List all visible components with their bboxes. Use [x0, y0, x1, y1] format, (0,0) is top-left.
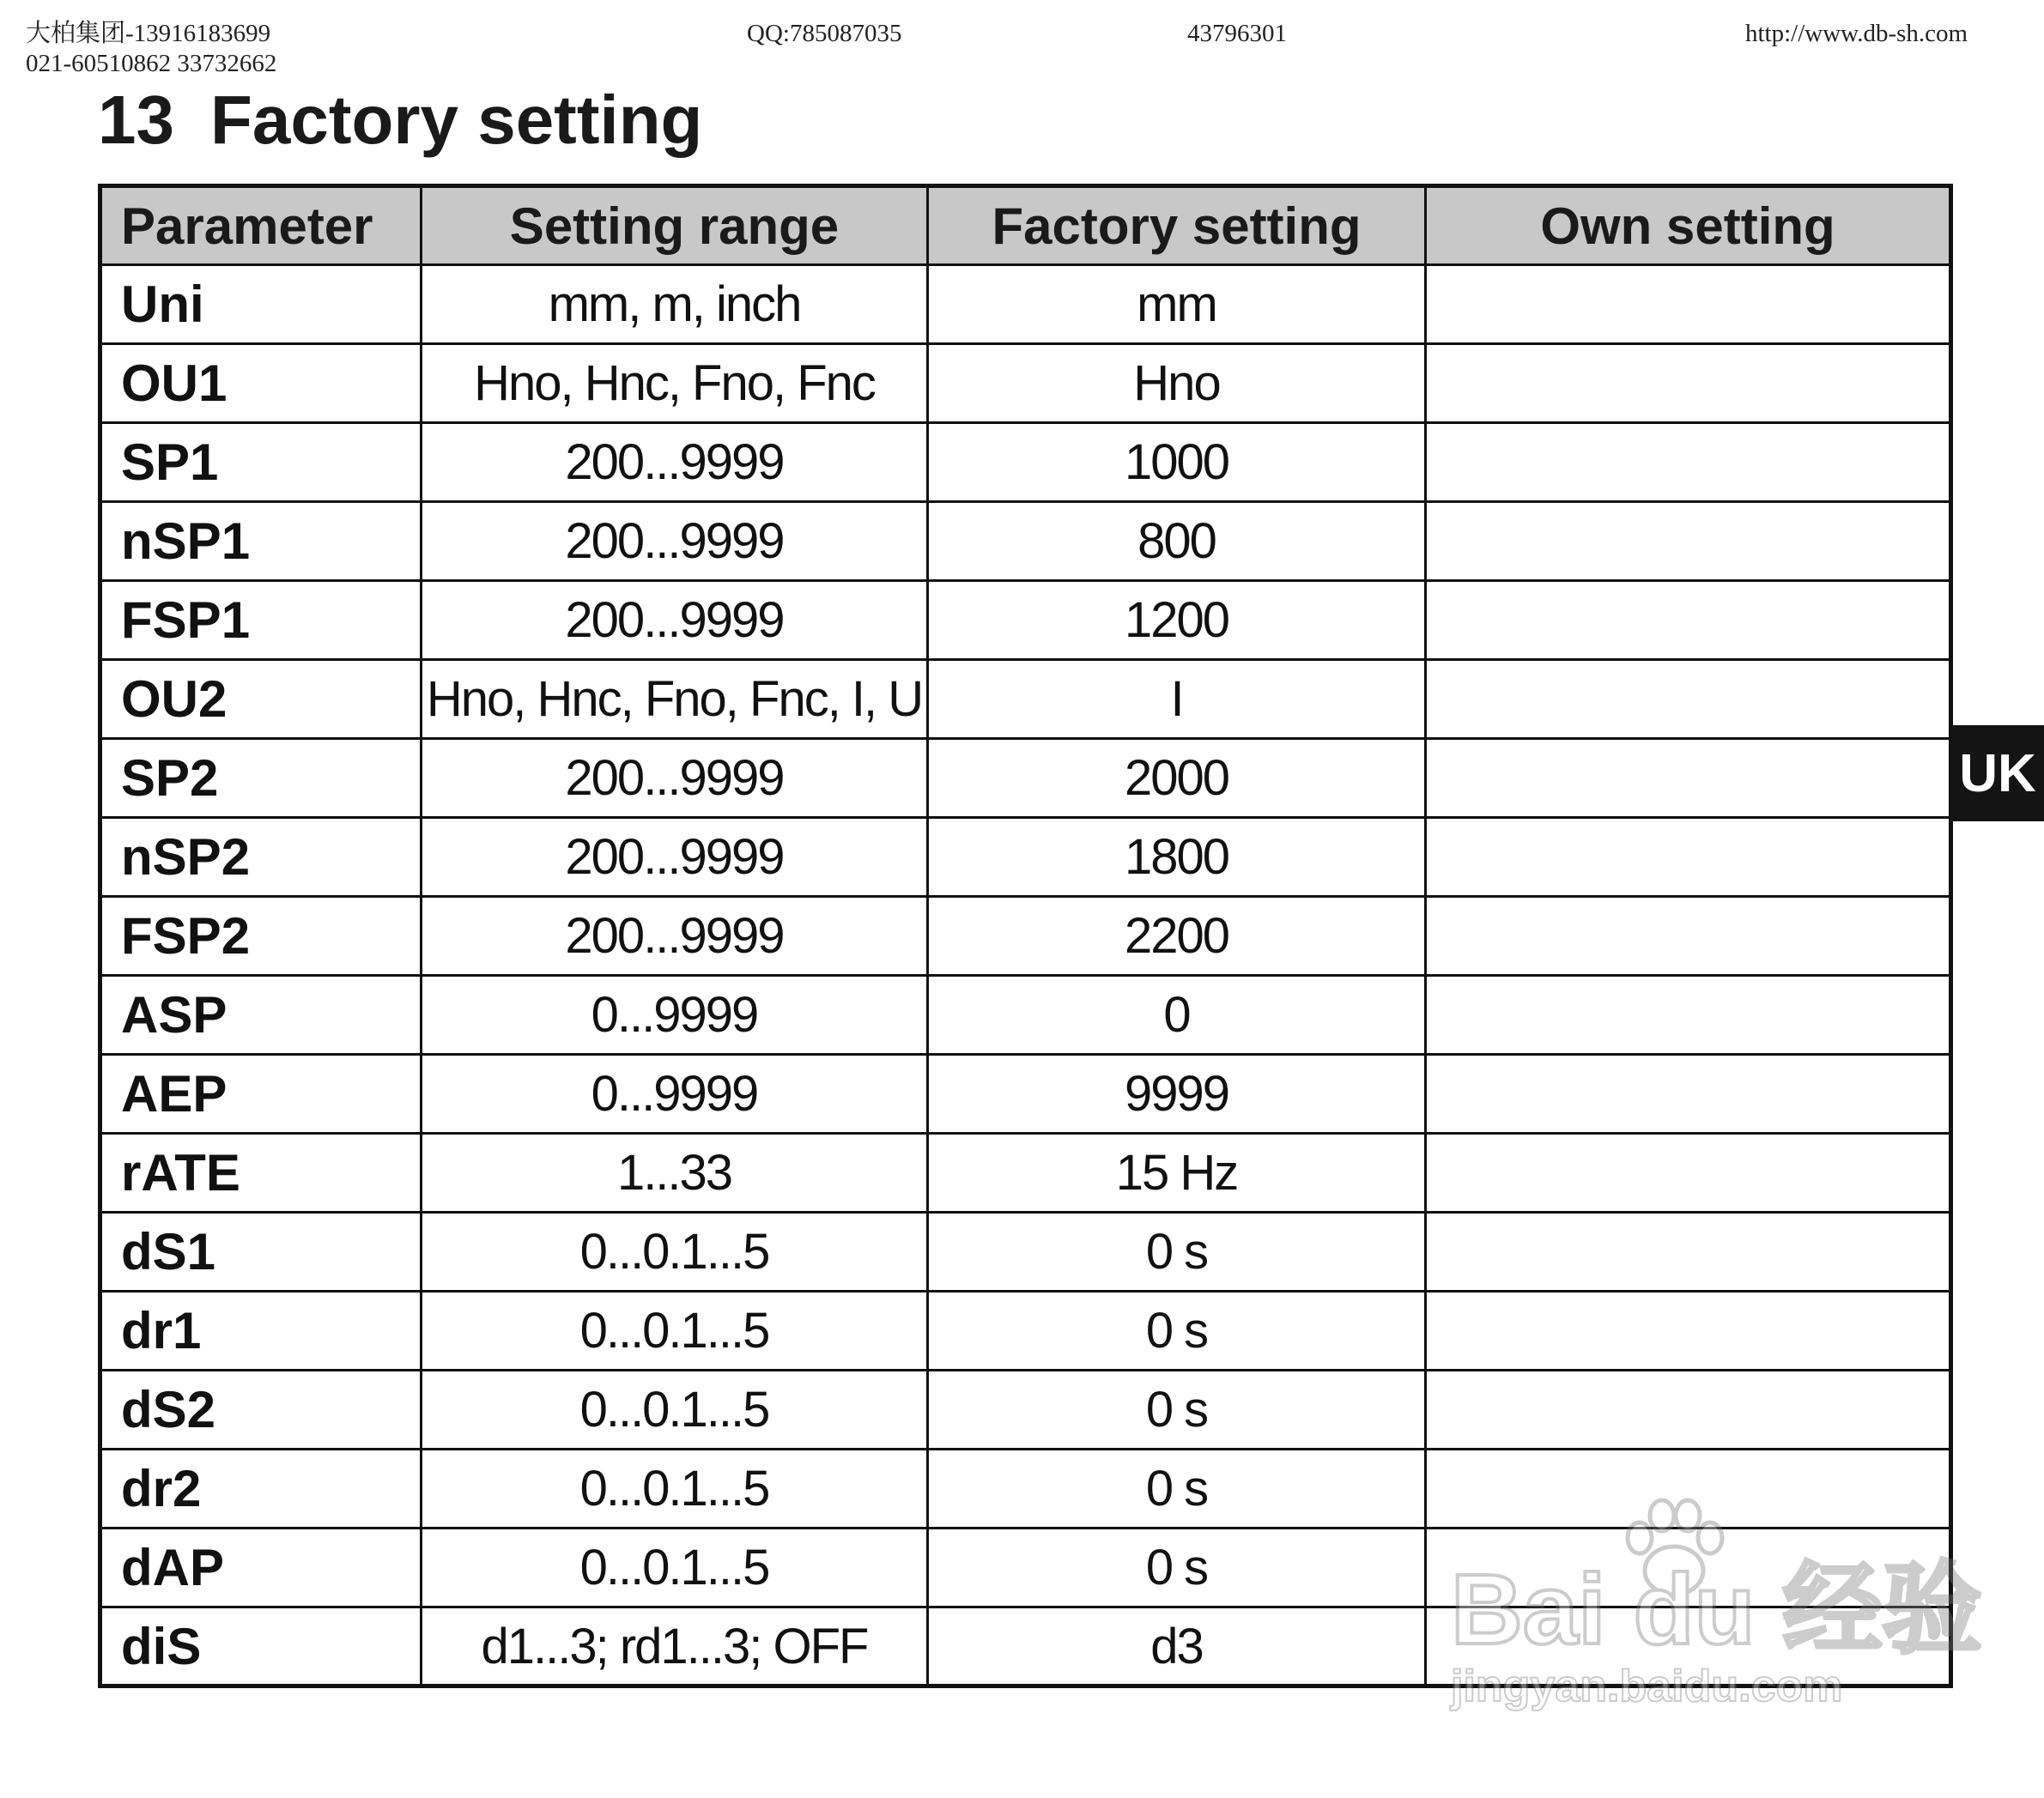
table-row — [100, 1213, 1951, 1292]
factory-setting-cell: 0 s — [928, 1292, 1426, 1371]
table-body — [100, 265, 1951, 1686]
parameter-cell: Uni — [100, 265, 422, 344]
factory-setting-cell: 1800 — [928, 818, 1426, 897]
setting-range-cell: 0...0.1...5 — [422, 1292, 928, 1371]
table-header-row — [100, 186, 1951, 265]
parameter-cell: rATE — [100, 1134, 422, 1213]
own-setting-cell — [1426, 1450, 1951, 1529]
parameter-cell: OU2 — [100, 660, 422, 739]
factory-setting-table — [98, 184, 1953, 1688]
table-header — [100, 186, 1951, 265]
parameter-cell: dAP — [100, 1529, 422, 1607]
header-website-url: http://www.db-sh.com — [1745, 20, 1968, 47]
setting-range-cell: 200...9999 — [422, 581, 928, 660]
factory-setting-cell: 800 — [928, 502, 1426, 581]
parameter-cell: diS — [100, 1607, 422, 1686]
table-row — [100, 1450, 1951, 1529]
factory-setting-cell: 1000 — [928, 423, 1426, 502]
table-row — [100, 265, 1951, 344]
parameter-cell: SP2 — [100, 739, 422, 818]
parameter-cell: SP1 — [100, 423, 422, 502]
table-row — [100, 1055, 1951, 1134]
factory-setting-cell: 0 s — [928, 1529, 1426, 1607]
parameter-cell: nSP2 — [100, 818, 422, 897]
setting-range-cell: 0...0.1...5 — [422, 1450, 928, 1529]
own-setting-cell — [1426, 739, 1951, 818]
own-setting-cell — [1426, 265, 1951, 344]
own-setting-cell — [1426, 1213, 1951, 1292]
factory-setting-cell: 0 s — [928, 1371, 1426, 1450]
table-row — [100, 581, 1951, 660]
factory-setting-cell: 0 s — [928, 1213, 1426, 1292]
table-row — [100, 818, 1951, 897]
table-row — [100, 1292, 1951, 1371]
section-number: 13 — [98, 82, 174, 158]
table-row — [100, 502, 1951, 581]
setting-range-cell: mm, m, inch — [422, 265, 928, 344]
own-setting-cell — [1426, 897, 1951, 976]
setting-range-cell: 200...9999 — [422, 818, 928, 897]
setting-range-cell: 0...9999 — [422, 1055, 928, 1134]
parameter-cell: dr1 — [100, 1292, 422, 1371]
setting-range-cell: 0...0.1...5 — [422, 1529, 928, 1607]
setting-range-cell: 200...9999 — [422, 502, 928, 581]
parameter-cell: FSP2 — [100, 897, 422, 976]
column-header-factory-setting: Factory setting — [928, 186, 1426, 265]
parameter-cell: ASP — [100, 976, 422, 1055]
table-row — [100, 423, 1951, 502]
setting-range-cell: 0...0.1...5 — [422, 1371, 928, 1450]
parameter-cell: dS2 — [100, 1371, 422, 1450]
table-row — [100, 344, 1951, 423]
setting-range-cell: 0...0.1...5 — [422, 1213, 928, 1292]
own-setting-cell — [1426, 581, 1951, 660]
parameter-cell: dr2 — [100, 1450, 422, 1529]
setting-range-cell: 200...9999 — [422, 739, 928, 818]
header-company-phone: 大柏集团-13916183699 — [26, 20, 271, 47]
own-setting-cell — [1426, 423, 1951, 502]
factory-setting-cell: I — [928, 660, 1426, 739]
setting-range-cell: 200...9999 — [422, 897, 928, 976]
table-row — [100, 1607, 1951, 1686]
parameter-cell: OU1 — [100, 344, 422, 423]
parameter-cell: nSP1 — [100, 502, 422, 581]
column-header-setting-range: Setting range — [422, 186, 928, 265]
factory-setting-cell: 1200 — [928, 581, 1426, 660]
own-setting-cell — [1426, 976, 1951, 1055]
setting-range-cell: Hno, Hnc, Fno, Fnc — [422, 344, 928, 423]
setting-range-cell: d1...3; rd1...3; OFF — [422, 1607, 928, 1686]
own-setting-cell — [1426, 1292, 1951, 1371]
header-number: 43796301 — [1187, 20, 1287, 47]
own-setting-cell — [1426, 1134, 1951, 1213]
own-setting-cell — [1426, 1371, 1951, 1450]
factory-setting-cell: 0 s — [928, 1450, 1426, 1529]
setting-range-cell: 200...9999 — [422, 423, 928, 502]
language-tab-uk: UK — [1951, 725, 2044, 821]
section-title: Factory setting — [209, 82, 703, 158]
factory-setting-cell: d3 — [928, 1607, 1426, 1686]
parameter-cell: AEP — [100, 1055, 422, 1134]
table-row — [100, 660, 1951, 739]
factory-setting-cell: 15 Hz — [928, 1134, 1426, 1213]
table-row — [100, 1371, 1951, 1450]
own-setting-cell — [1426, 818, 1951, 897]
watermark-url: jingyan.baidu.com — [1451, 1662, 1843, 1711]
own-setting-cell — [1426, 1607, 1951, 1686]
factory-setting-cell: 2200 — [928, 897, 1426, 976]
factory-setting-cell: 0 — [928, 976, 1426, 1055]
table-row — [100, 1134, 1951, 1213]
header-phone-numbers: 021-60510862 33732662 — [26, 50, 277, 77]
parameter-cell: FSP1 — [100, 581, 422, 660]
column-header-parameter: Parameter — [100, 186, 422, 265]
own-setting-cell — [1426, 1529, 1951, 1607]
parameter-cell: dS1 — [100, 1213, 422, 1292]
page-title — [98, 79, 702, 161]
table-row — [100, 739, 1951, 818]
setting-range-cell: Hno, Hnc, Fno, Fnc, I, U — [422, 660, 928, 739]
factory-setting-cell: 9999 — [928, 1055, 1426, 1134]
setting-range-cell: 1...33 — [422, 1134, 928, 1213]
setting-range-cell: 0...9999 — [422, 976, 928, 1055]
factory-setting-cell: mm — [928, 265, 1426, 344]
table-row — [100, 897, 1951, 976]
watermark-brand: Bai du 经验 — [1451, 1553, 1982, 1665]
own-setting-cell — [1426, 660, 1951, 739]
own-setting-cell — [1426, 344, 1951, 423]
own-setting-cell — [1426, 1055, 1951, 1134]
factory-setting-cell: 2000 — [928, 739, 1426, 818]
table-row — [100, 1529, 1951, 1607]
header-qq: QQ:785087035 — [747, 20, 902, 47]
factory-setting-cell: Hno — [928, 344, 1426, 423]
own-setting-cell — [1426, 502, 1951, 581]
column-header-own-setting: Own setting — [1426, 186, 1951, 265]
table-row — [100, 976, 1951, 1055]
